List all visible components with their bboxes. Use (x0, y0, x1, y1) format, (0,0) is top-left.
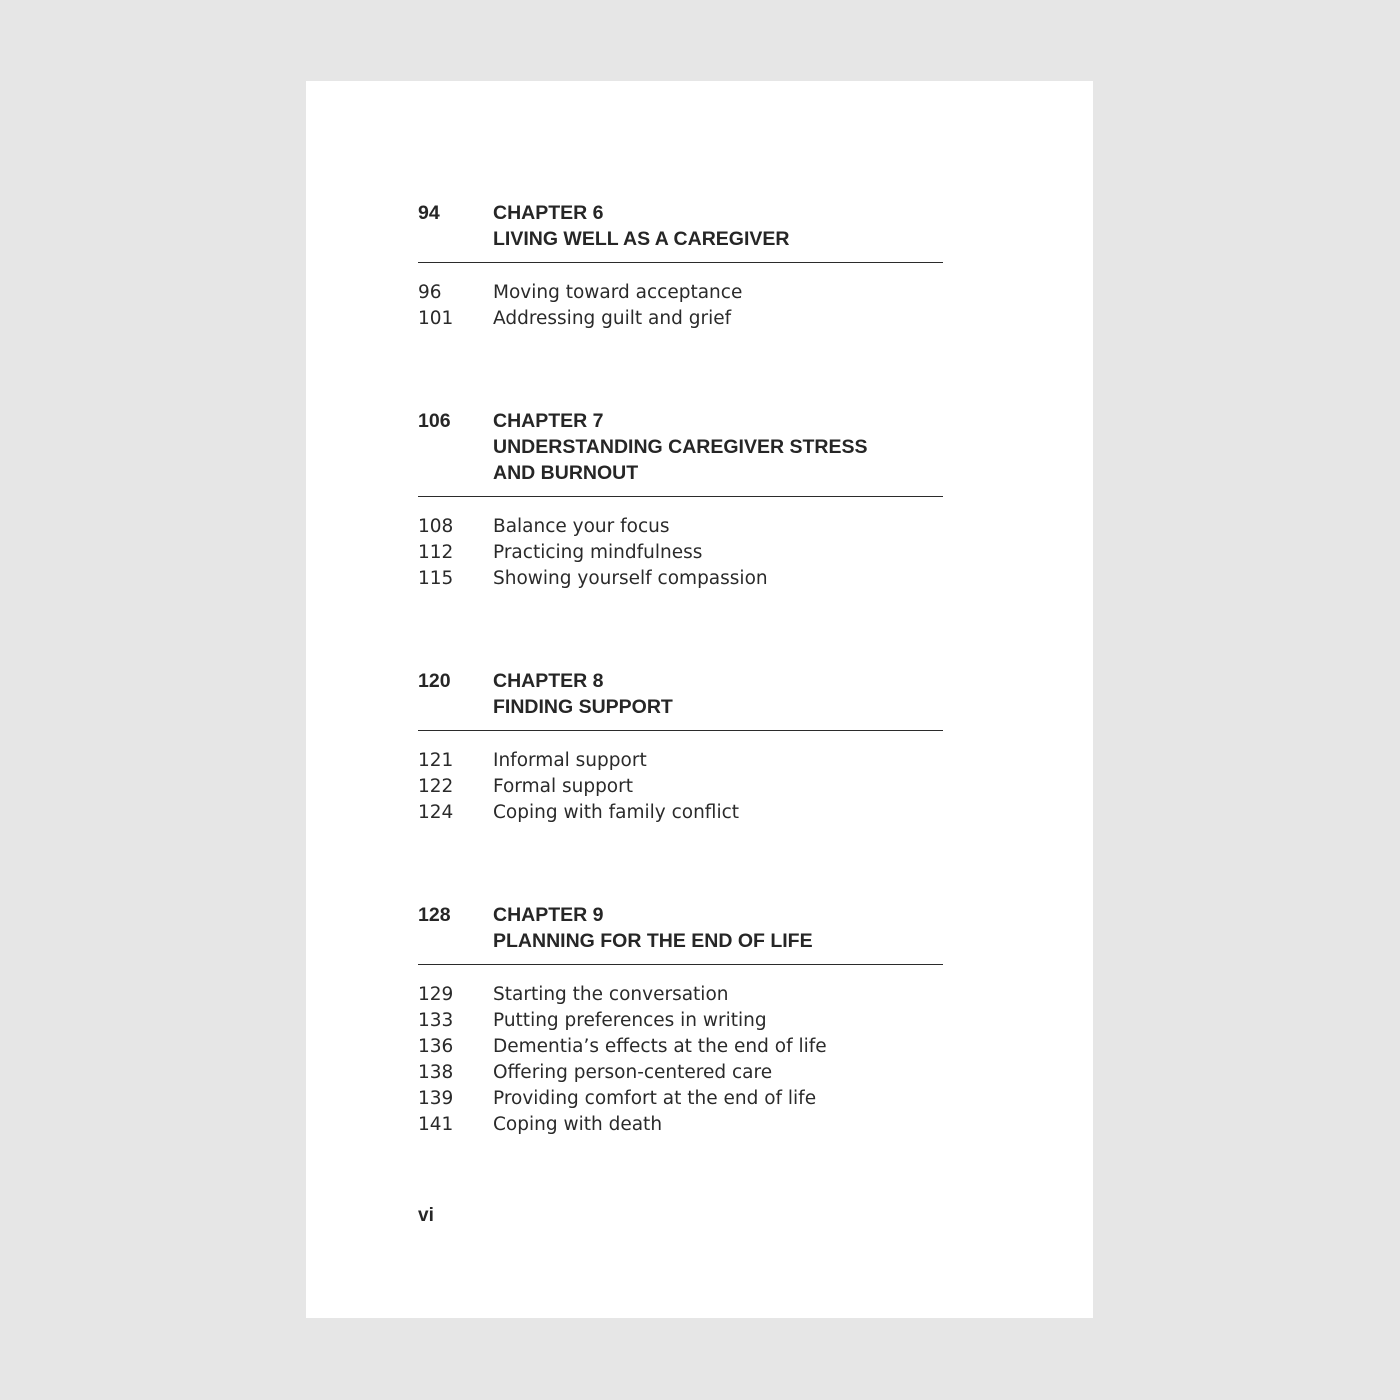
chapter-page-number: 120 (418, 670, 451, 692)
chapter-heading (418, 902, 943, 965)
entry-title: Providing comfort at the end of life (493, 1088, 817, 1109)
toc-entry (418, 774, 943, 800)
toc-entry (418, 800, 943, 826)
entry-title: Coping with family conflict (493, 802, 740, 823)
toc-entry (418, 748, 943, 774)
toc-entry (418, 306, 943, 332)
entry-title: Informal support (493, 750, 647, 771)
entry-title: Starting the conversation (493, 984, 729, 1005)
chapter-label: CHAPTER 9 (493, 904, 604, 926)
chapter-6-section (418, 200, 943, 332)
toc-entry (418, 1034, 943, 1060)
entry-title: Addressing guilt and grief (493, 308, 732, 329)
entry-title: Dementia’s effects at the end of life (493, 1036, 827, 1057)
entry-page-number: 121 (418, 750, 454, 771)
toc-entry (418, 514, 943, 540)
chapter-heading (418, 668, 943, 731)
chapter-title: FINDING SUPPORT (493, 696, 673, 718)
entry-title: Putting preferences in writing (493, 1010, 767, 1031)
entry-page-number: 136 (418, 1036, 454, 1057)
entry-title: Moving toward acceptance (493, 282, 743, 303)
page-folio: vi (418, 1205, 434, 1226)
chapter-9-section (418, 902, 943, 1138)
chapter-page-number: 106 (418, 410, 451, 432)
toc-entry (418, 1060, 943, 1086)
entry-list (418, 748, 943, 826)
chapter-heading (418, 200, 943, 263)
chapter-label: CHAPTER 8 (493, 670, 604, 692)
entry-list (418, 280, 943, 332)
chapter-label: CHAPTER 6 (493, 202, 604, 224)
chapter-title: LIVING WELL AS A CAREGIVER (493, 228, 790, 250)
entry-title: Coping with death (493, 1114, 663, 1135)
chapter-7-section (418, 408, 943, 592)
entry-page-number: 115 (418, 568, 454, 589)
entry-title: Offering person-centered care (493, 1062, 773, 1083)
toc-entry (418, 1112, 943, 1138)
chapter-title-line-2: AND BURNOUT (493, 462, 639, 484)
entry-list (418, 514, 943, 592)
toc-entry (418, 540, 943, 566)
entry-page-number: 96 (418, 282, 442, 303)
entry-page-number: 139 (418, 1088, 454, 1109)
toc-entry (418, 1008, 943, 1034)
toc-entry (418, 982, 943, 1008)
chapter-heading (418, 408, 943, 497)
entry-title: Formal support (493, 776, 633, 797)
entry-title: Showing yourself compassion (493, 568, 768, 589)
chapter-page-number: 128 (418, 904, 451, 926)
chapter-title: PLANNING FOR THE END OF LIFE (493, 930, 813, 952)
entry-page-number: 129 (418, 984, 454, 1005)
entry-page-number: 108 (418, 516, 454, 537)
entry-title: Practicing mindfulness (493, 542, 703, 563)
entry-page-number: 138 (418, 1062, 454, 1083)
toc-entry (418, 1086, 943, 1112)
toc-entry (418, 280, 943, 306)
toc-entry (418, 566, 943, 592)
entry-page-number: 141 (418, 1114, 454, 1135)
entry-list (418, 982, 943, 1138)
entry-page-number: 133 (418, 1010, 454, 1031)
chapter-title-line-1: UNDERSTANDING CAREGIVER STRESS (493, 436, 868, 458)
entry-title: Balance your focus (493, 516, 670, 537)
chapter-page-number: 94 (418, 202, 440, 224)
book-page (306, 81, 1093, 1318)
entry-page-number: 101 (418, 308, 454, 329)
entry-page-number: 122 (418, 776, 454, 797)
entry-page-number: 124 (418, 802, 454, 823)
chapter-label: CHAPTER 7 (493, 410, 604, 432)
chapter-8-section (418, 668, 943, 826)
entry-page-number: 112 (418, 542, 454, 563)
